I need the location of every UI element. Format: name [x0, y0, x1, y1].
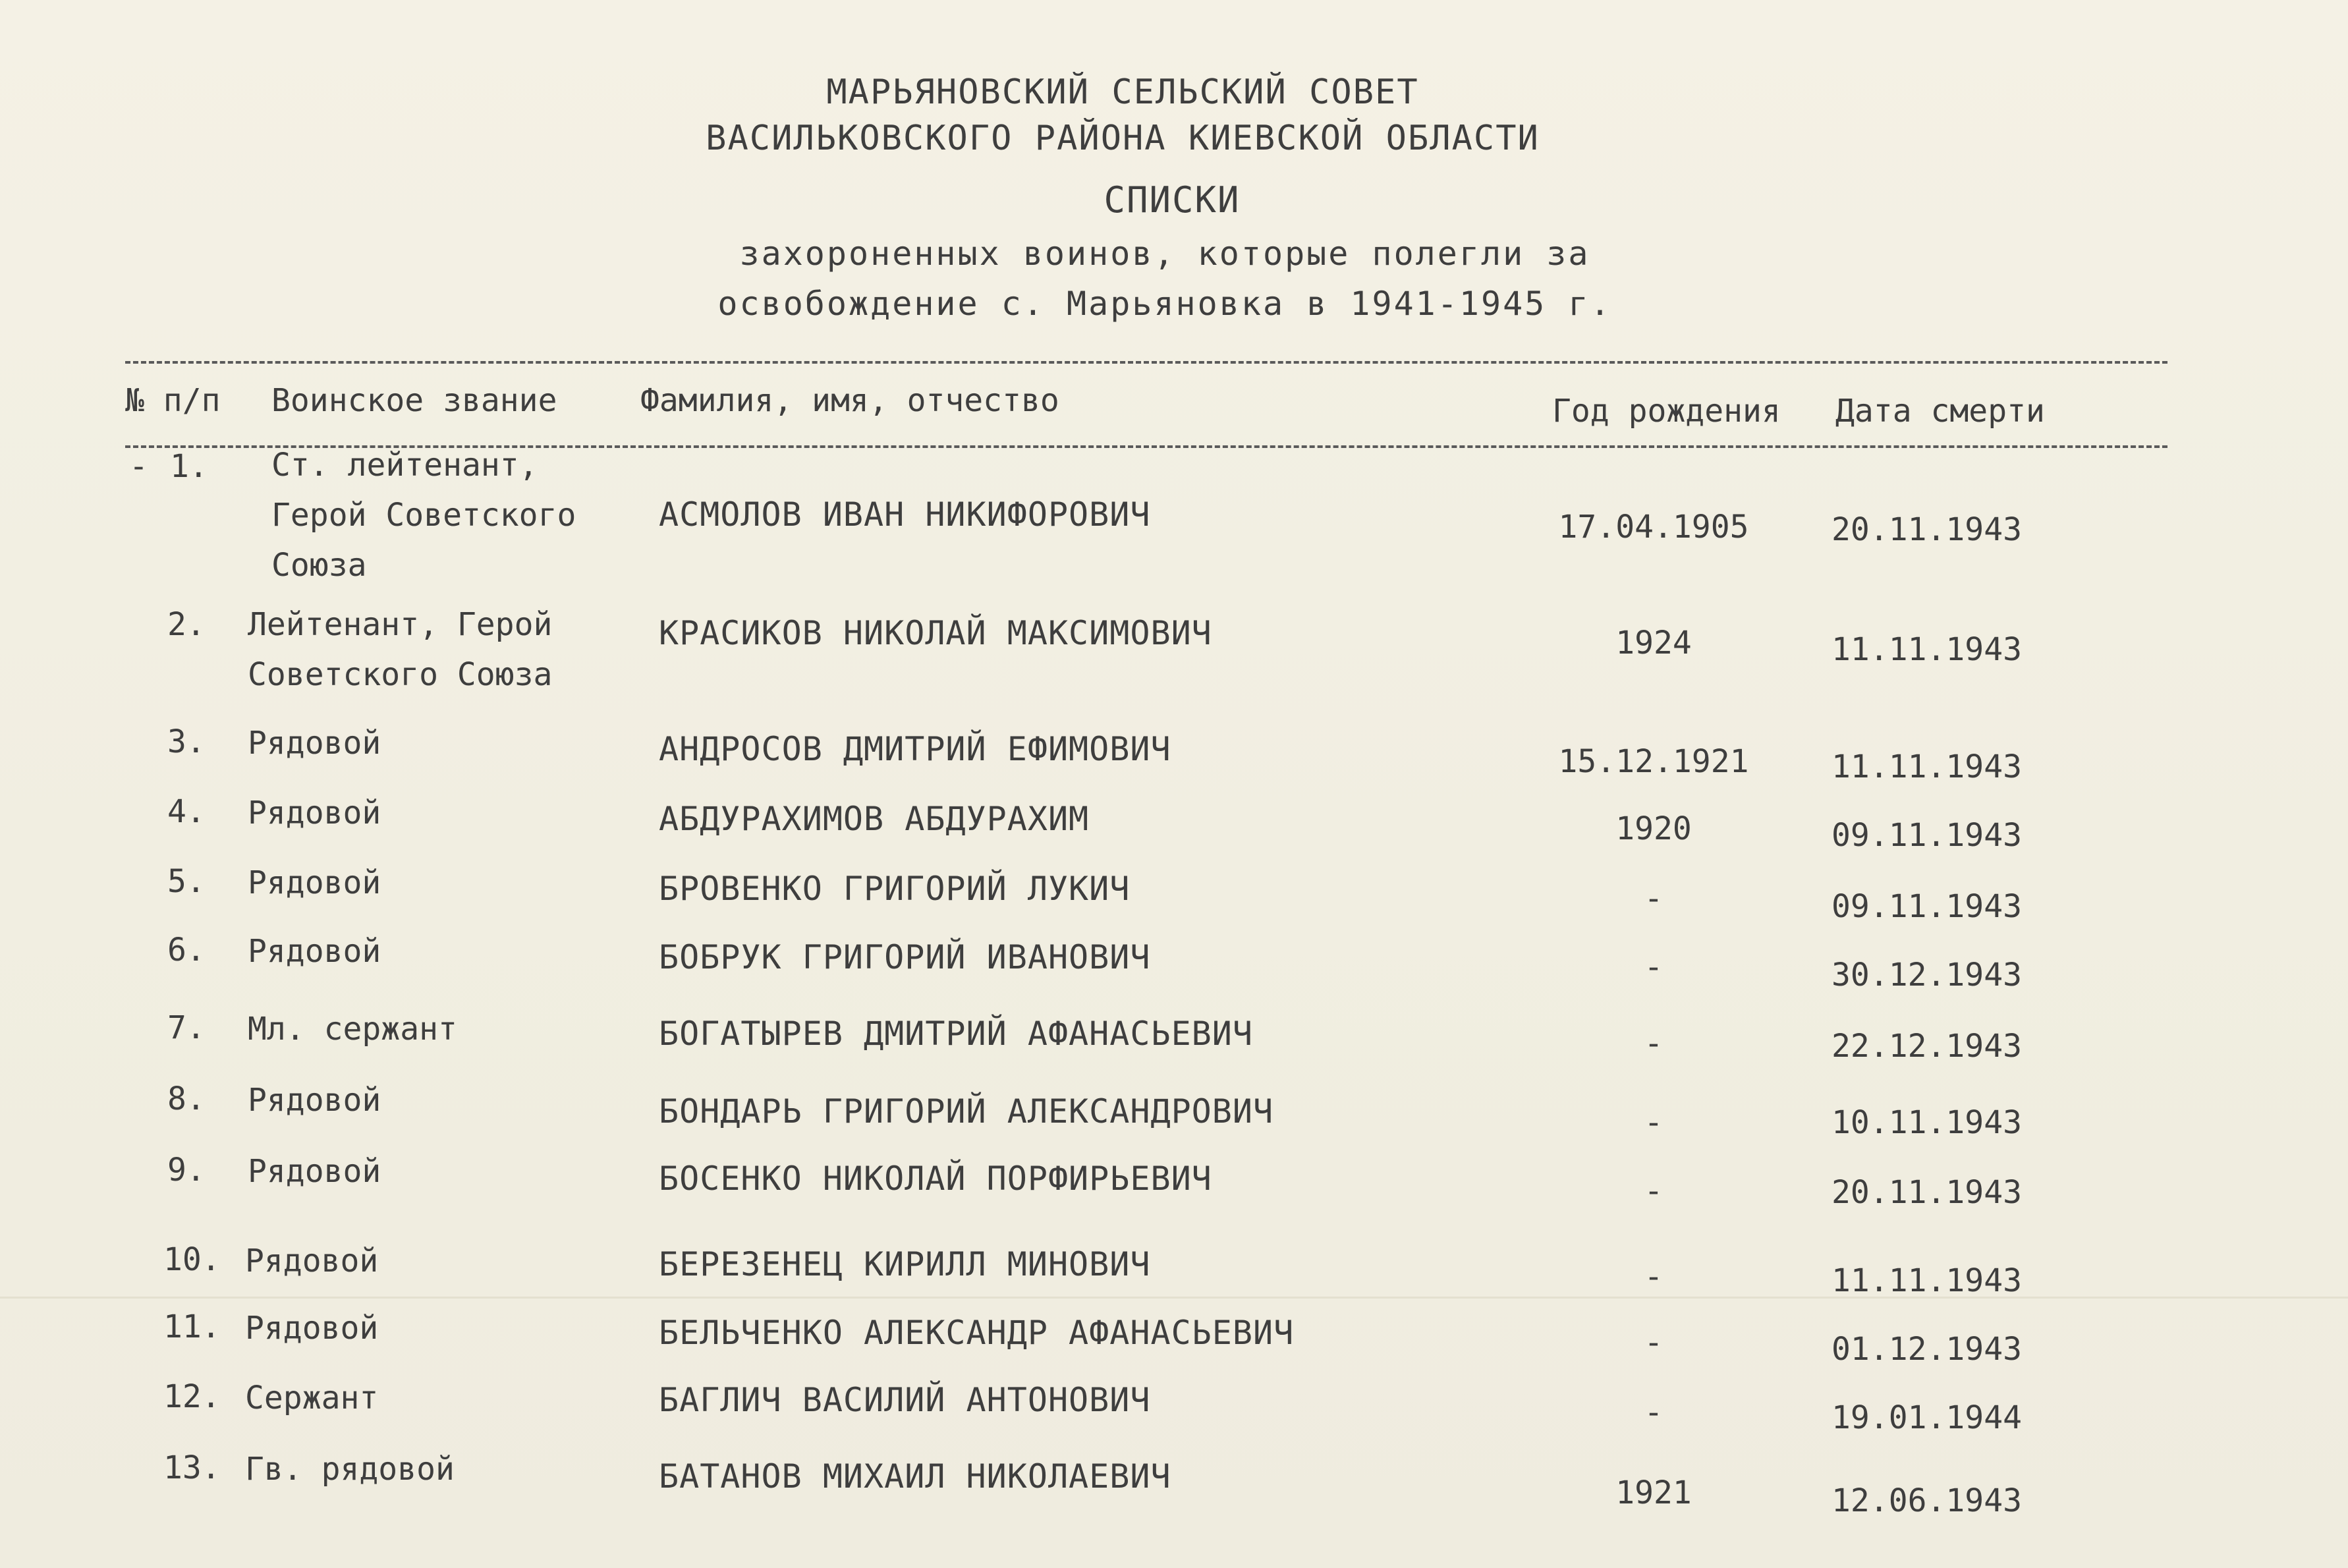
document-subtitle-line2: освобождение с. Марьяновка в 1941-1945 г.: [717, 285, 1612, 323]
military-rank-line: Рядовой: [248, 795, 381, 831]
row-number: 6.: [167, 932, 206, 968]
column-header-rank: Воинское звание: [271, 382, 557, 419]
death-date: 10.11.1943: [1831, 1104, 2022, 1141]
death-date: 12.06.1943: [1831, 1482, 2022, 1519]
death-date: 09.11.1943: [1831, 817, 2022, 854]
row-number: 9.: [167, 1152, 206, 1189]
row-number: 8.: [167, 1080, 206, 1117]
military-rank-line: Лейтенант, Герой: [248, 606, 553, 643]
military-rank: [248, 1146, 381, 1196]
row-number: 10.: [163, 1241, 221, 1278]
soldier-full-name: БРОВЕНКО ГРИГОРИЙ ЛУКИЧ: [659, 870, 1131, 908]
military-rank: [245, 1373, 378, 1423]
row-number: 3.: [167, 723, 206, 760]
margin-dash-mark: -: [129, 448, 148, 485]
military-rank-line: Рядовой: [248, 1153, 381, 1190]
column-header-died: Дата смерти: [1835, 393, 2045, 430]
military-rank: [248, 926, 381, 976]
birth-date: 1924: [1615, 625, 1692, 661]
birth-date: 15.12.1921: [1558, 743, 1749, 780]
military-rank: [248, 858, 381, 908]
soldier-full-name: БЕРЕЗЕНЕЦ КИРИЛЛ МИНОВИЧ: [659, 1245, 1151, 1283]
row-number: 13.: [163, 1449, 221, 1486]
soldier-full-name: АНДРОСОВ ДМИТРИЙ ЕФИМОВИЧ: [659, 730, 1171, 768]
birth-date: 1920: [1615, 810, 1692, 847]
birth-date: -: [1644, 949, 1663, 986]
military-rank-line: Ст. лейтенант,: [271, 447, 538, 484]
death-date: 11.11.1943: [1831, 748, 2022, 785]
birth-date: -: [1644, 880, 1663, 917]
document-title: СПИСКИ: [1104, 179, 1241, 221]
military-rank-line: Рядовой: [248, 725, 381, 762]
column-header-born: Год рождения: [1552, 393, 1781, 430]
soldier-full-name: БОНДАРЬ ГРИГОРИЙ АЛЕКСАНДРОВИЧ: [659, 1092, 1274, 1131]
military-rank: [245, 1444, 455, 1494]
death-date: 01.12.1943: [1831, 1331, 2022, 1368]
military-rank-line: Мл. сержант: [248, 1011, 457, 1048]
military-rank: [248, 600, 552, 700]
death-date: 30.12.1943: [1831, 957, 2022, 994]
military-rank-line: Рядовой: [245, 1310, 379, 1347]
military-rank: [245, 1236, 378, 1286]
military-rank: [248, 1075, 381, 1125]
soldier-full-name: КРАСИКОВ НИКОЛАЙ МАКСИМОВИЧ: [659, 614, 1212, 652]
military-rank: [248, 718, 381, 768]
birth-date: -: [1644, 1258, 1663, 1295]
death-date: 20.11.1943: [1831, 1174, 2022, 1211]
military-rank-line: Рядовой: [248, 933, 381, 970]
military-rank: [248, 788, 381, 838]
row-number: 2.: [167, 606, 206, 643]
birth-date: -: [1644, 1394, 1663, 1431]
soldier-full-name: БАГЛИЧ ВАСИЛИЙ АНТОНОВИЧ: [659, 1381, 1151, 1419]
soldier-full-name: БОГАТЫРЕВ ДМИТРИЙ АФАНАСЬЕВИЧ: [659, 1015, 1253, 1053]
soldier-full-name: АСМОЛОВ ИВАН НИКИФОРОВИЧ: [659, 495, 1151, 534]
document-subtitle-line1: захороненных воинов, которые полегли за: [739, 235, 1590, 273]
row-number: 4.: [167, 793, 206, 830]
birth-date: -: [1644, 1173, 1663, 1210]
table-top-rule: [125, 361, 2167, 364]
military-rank: [271, 440, 576, 590]
death-date: 19.01.1944: [1831, 1399, 2022, 1436]
military-rank-line: Рядовой: [248, 1082, 381, 1119]
military-rank-line: Рядовой: [248, 864, 381, 901]
birth-date: 1921: [1615, 1474, 1692, 1511]
district-name: ВАСИЛЬКОВСКОГО РАЙОНА КИЕВСКОЙ ОБЛАСТИ: [706, 119, 1540, 158]
birth-date: 17.04.1905: [1558, 509, 1749, 546]
birth-date: -: [1644, 1025, 1663, 1062]
column-header-num: № п/п: [125, 382, 221, 419]
death-date: 09.11.1943: [1831, 888, 2022, 925]
military-rank-line: Герой Советского: [271, 497, 576, 534]
row-number: 12.: [163, 1378, 221, 1415]
death-date: 20.11.1943: [1831, 511, 2022, 548]
soldier-full-name: БЕЛЬЧЕНКО АЛЕКСАНДР АФАНАСЬЕВИЧ: [659, 1314, 1295, 1352]
row-number: 5.: [167, 863, 206, 900]
column-header-name: Фамилия, имя, отчество: [640, 382, 1059, 419]
death-date: 11.11.1943: [1831, 1262, 2022, 1299]
military-rank-line: Сержант: [245, 1380, 379, 1416]
council-name: МАРЬЯНОВСКИЙ СЕЛЬСКИЙ СОВЕТ: [826, 72, 1419, 112]
military-rank: [245, 1303, 378, 1353]
row-number: 1.: [170, 448, 208, 485]
row-number: 7.: [167, 1009, 206, 1046]
military-rank-line: Гв. рядовой: [245, 1451, 455, 1488]
death-date: 22.12.1943: [1831, 1028, 2022, 1065]
soldier-full-name: БОСЕНКО НИКОЛАЙ ПОРФИРЬЕВИЧ: [659, 1160, 1212, 1198]
military-rank-line: Союза: [271, 547, 367, 584]
soldier-full-name: БОБРУК ГРИГОРИЙ ИВАНОВИЧ: [659, 938, 1151, 976]
military-rank-line: Рядовой: [245, 1243, 379, 1279]
birth-date: -: [1644, 1104, 1663, 1141]
military-rank: [248, 1004, 457, 1054]
birth-date: -: [1644, 1324, 1663, 1361]
soldier-full-name: АБДУРАХИМОВ АБДУРАХИМ: [659, 800, 1090, 838]
soldier-full-name: БАТАНОВ МИХАИЛ НИКОЛАЕВИЧ: [659, 1457, 1171, 1496]
death-date: 11.11.1943: [1831, 631, 2022, 668]
military-rank-line: Советского Союза: [248, 656, 553, 693]
row-number: 11.: [163, 1308, 221, 1345]
